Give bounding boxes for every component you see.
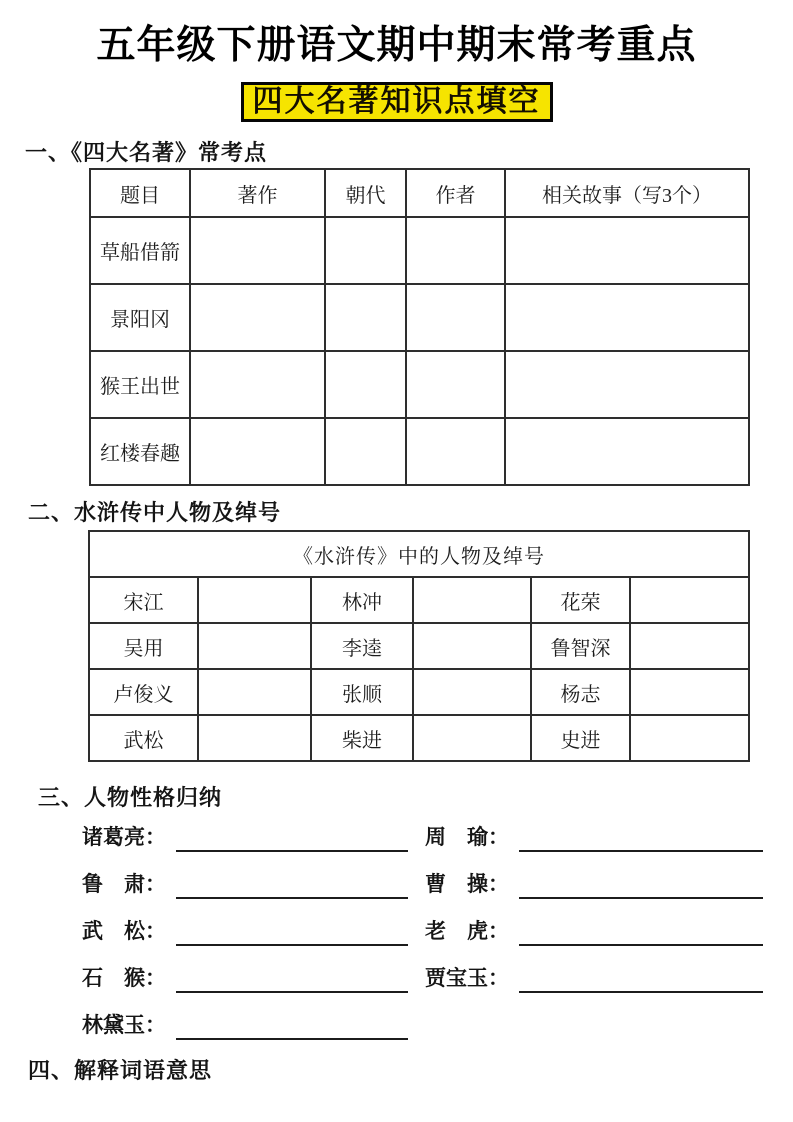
answer-line (176, 963, 408, 993)
table-row (89, 715, 749, 761)
story-title-cell: 猴王出世 (90, 351, 190, 418)
shuihu-table-title: 《水浒传》中的人物及绰号 (89, 531, 749, 577)
nickname-blank-cell (413, 577, 531, 623)
person-label: 鲁 肃： (82, 872, 166, 896)
answer-line (519, 963, 763, 993)
nickname-blank-cell (630, 623, 749, 669)
nickname-blank-cell (413, 669, 531, 715)
story-title-cell: 红楼春趣 (90, 418, 190, 485)
blank-cell (190, 351, 325, 418)
table-header-row (90, 169, 749, 217)
person-label: 贾宝玉： (425, 966, 509, 990)
character-name-cell: 林冲 (311, 577, 413, 623)
nickname-blank-cell (198, 715, 311, 761)
character-name-cell: 吴用 (89, 623, 198, 669)
story-title-cell: 景阳冈 (90, 284, 190, 351)
character-name-cell: 杨志 (531, 669, 630, 715)
answer-line (176, 869, 408, 899)
table-row (89, 577, 749, 623)
section-2-heading: 二、水浒传中人物及绰号 (28, 500, 282, 525)
blank-cell (325, 284, 406, 351)
blank-cell (325, 418, 406, 485)
section-1-heading: 一、《四大名著》常考点 (25, 140, 268, 165)
nickname-blank-cell (413, 623, 531, 669)
table-title-row (89, 531, 749, 577)
column-header: 朝代 (325, 169, 406, 217)
nickname-blank-cell (198, 669, 311, 715)
nickname-blank-cell (630, 577, 749, 623)
person-label: 林黛玉： (82, 1013, 166, 1037)
table-row (90, 217, 749, 284)
answer-line (519, 869, 763, 899)
answer-line (519, 822, 763, 852)
person-label: 周 瑜： (425, 825, 509, 849)
story-title-cell: 草船借箭 (90, 217, 190, 284)
table-row (90, 418, 749, 485)
answer-line (176, 822, 408, 852)
column-header: 题目 (90, 169, 190, 217)
person-label: 武 松： (82, 919, 166, 943)
nickname-blank-cell (413, 715, 531, 761)
character-name-cell: 宋江 (89, 577, 198, 623)
person-label: 曹 操： (425, 872, 509, 896)
page-subtitle: 四大名著知识点填空 (241, 82, 553, 122)
blank-cell (190, 418, 325, 485)
personality-row (82, 963, 763, 993)
shuihu-table (88, 530, 750, 762)
personality-row (82, 822, 763, 852)
nickname-blank-cell (198, 623, 311, 669)
column-header: 作者 (406, 169, 505, 217)
blank-cell (406, 418, 505, 485)
column-header: 相关故事（写3个） (505, 169, 749, 217)
section-4-heading: 四、解释词语意思 (28, 1058, 213, 1083)
character-name-cell: 史进 (531, 715, 630, 761)
column-header: 著作 (190, 169, 325, 217)
character-name-cell: 李逵 (311, 623, 413, 669)
answer-line (176, 916, 408, 946)
character-name-cell: 花荣 (531, 577, 630, 623)
blank-cell (325, 217, 406, 284)
character-name-cell: 卢俊义 (89, 669, 198, 715)
table-row (90, 351, 749, 418)
nickname-blank-cell (198, 577, 311, 623)
table-row (89, 623, 749, 669)
blank-cell (505, 217, 749, 284)
blank-cell (406, 217, 505, 284)
character-name-cell: 鲁智深 (531, 623, 630, 669)
personality-row (82, 916, 763, 946)
section-3-heading: 三、人物性格归纳 (38, 785, 223, 810)
page-title: 五年级下册语文期中期末常考重点 (96, 24, 697, 67)
character-name-cell: 张顺 (311, 669, 413, 715)
table-row (90, 284, 749, 351)
blank-cell (406, 284, 505, 351)
nickname-blank-cell (630, 715, 749, 761)
table-row (89, 669, 749, 715)
blank-cell (505, 418, 749, 485)
blank-cell (505, 284, 749, 351)
personality-row (82, 1010, 425, 1040)
blank-cell (325, 351, 406, 418)
blank-cell (505, 351, 749, 418)
person-label: 老 虎： (425, 919, 509, 943)
character-name-cell: 柴进 (311, 715, 413, 761)
blank-cell (406, 351, 505, 418)
blank-cell (190, 284, 325, 351)
blank-cell (190, 217, 325, 284)
personality-row (82, 869, 763, 899)
person-label: 诸葛亮： (82, 825, 166, 849)
nickname-blank-cell (630, 669, 749, 715)
character-name-cell: 武松 (89, 715, 198, 761)
person-label: 石 猴： (82, 966, 166, 990)
answer-line (519, 916, 763, 946)
page-subtitle-wrap (0, 82, 793, 122)
answer-line (176, 1010, 408, 1040)
famous-works-table (89, 168, 750, 486)
